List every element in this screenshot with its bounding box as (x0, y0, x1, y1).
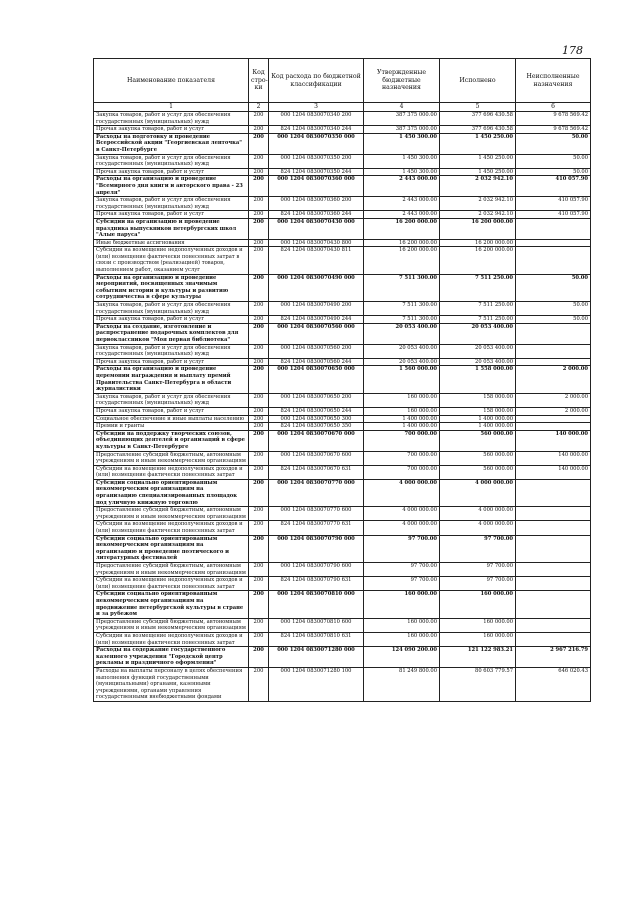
row-name-cell: Субсидии социально ориентированным некоммерческим организациям на организацию и проведение поэтического и литературных фестивалей (94, 535, 249, 562)
row-executed-cell: 160 000.00 (440, 618, 516, 632)
row-approved-cell: 700 000.00 (364, 465, 440, 479)
row-executed-cell: 158 000.00 (440, 407, 516, 415)
row-approved-cell: 20 053 400.00 (364, 344, 440, 358)
row-executed-cell: 97 700.00 (440, 563, 516, 577)
row-code-cell: 200 (249, 415, 269, 423)
row-code-cell: 200 (249, 126, 269, 134)
row-code-cell: 200 (249, 133, 269, 154)
row-code-cell: 200 (249, 316, 269, 324)
header-code: Код стро-ки (249, 59, 269, 103)
row-approved-cell: 7 511 300.00 (364, 302, 440, 316)
row-code-cell: 200 (249, 112, 269, 126)
header-approved: Утвержденные бюджетные назначения (364, 59, 440, 103)
row-name-cell: Расходы на создание, изготовление и распространение подарочных комплектов для первоклассников "Моя первая библиотека" (94, 323, 249, 344)
row-name-cell: Расходы на организацию и проведение "Всемирного дня книги и авторского права - 23 апреля" (94, 176, 249, 197)
row-code-cell: 200 (249, 451, 269, 465)
row-kbk-cell: 824 1204 0830070790 631 (269, 577, 364, 591)
table-row (94, 667, 591, 701)
table-row (94, 647, 591, 668)
row-code-cell: 200 (249, 393, 269, 407)
row-executed-cell: 16 200 000.00 (440, 239, 516, 247)
row-unexecuted-cell (516, 344, 591, 358)
table-row (94, 154, 591, 168)
row-unexecuted-cell: 2 967 216.79 (516, 647, 591, 668)
row-kbk-cell: 000 1204 0830070770 000 (269, 479, 364, 506)
row-code-cell: 200 (249, 197, 269, 211)
row-name-cell: Расходы на организацию и проведение мероприятий, посвященных значимым событиям истории и культуры и развитию сотрудничества в сфере культуры (94, 274, 249, 301)
row-kbk-cell: 824 1204 0830070810 631 (269, 632, 364, 646)
row-name-cell: Расходы на организацию и проведение церемонии награждения и выплату премий Правительства Санкт-Петербурга в области журналистики (94, 366, 249, 393)
row-approved-cell: 160 000.00 (364, 407, 440, 415)
row-unexecuted-cell (516, 521, 591, 535)
row-name-cell: Предоставление субсидий бюджетным, автономным учреждениям и иным некоммерческим организациям (94, 451, 249, 465)
table-row (94, 577, 591, 591)
row-unexecuted-cell: 410 057.90 (516, 211, 591, 219)
row-unexecuted-cell: 50.00 (516, 154, 591, 168)
row-kbk-cell: 000 1204 0830070560 200 (269, 344, 364, 358)
table-row (94, 451, 591, 465)
table-row (94, 211, 591, 219)
row-kbk-cell: 000 1204 0830070560 000 (269, 323, 364, 344)
table-row (94, 507, 591, 521)
row-code-cell: 200 (249, 407, 269, 415)
table-row (94, 176, 591, 197)
row-name-cell: Субсидии на возмещение недополученных доходов и (или) возмещение фактически понесенных затрат в связи с производством (реализацией) товаров, выполнением работ, оказанием услуг (94, 247, 249, 274)
row-unexecuted-cell: 9 678 569.42 (516, 112, 591, 126)
row-kbk-cell: 000 1204 0830070650 300 (269, 415, 364, 423)
row-executed-cell: 97 700.00 (440, 535, 516, 562)
row-code-cell: 200 (249, 465, 269, 479)
table-row (94, 479, 591, 506)
row-executed-cell: 7 511 250.00 (440, 302, 516, 316)
row-name-cell: Предоставление субсидий бюджетным, автономным учреждениям и иным некоммерческим организациям (94, 507, 249, 521)
row-unexecuted-cell (516, 239, 591, 247)
row-approved-cell: 97 700.00 (364, 577, 440, 591)
row-executed-cell: 16 200 000.00 (440, 247, 516, 274)
row-unexecuted-cell (516, 563, 591, 577)
table-row (94, 535, 591, 562)
row-kbk-cell: 824 1204 0830070770 631 (269, 521, 364, 535)
row-name-cell: Прочая закупка товаров, работ и услуг (94, 358, 249, 366)
row-approved-cell: 1 560 000.00 (364, 366, 440, 393)
row-approved-cell: 16 200 000.00 (364, 239, 440, 247)
row-kbk-cell: 000 1204 0830070650 200 (269, 393, 364, 407)
row-executed-cell: 560 000.00 (440, 430, 516, 451)
column-number-row (94, 103, 591, 112)
row-name-cell: Прочая закупка товаров, работ и услуг (94, 126, 249, 134)
table-row (94, 423, 591, 431)
row-approved-cell: 1 450 300.00 (364, 168, 440, 176)
row-code-cell: 200 (249, 323, 269, 344)
header-name: Наименование показателя (94, 59, 249, 103)
row-approved-cell: 1 450 300.00 (364, 133, 440, 154)
table-row (94, 247, 591, 274)
row-executed-cell: 20 053 400.00 (440, 344, 516, 358)
row-executed-cell: 2 032 942.10 (440, 197, 516, 211)
row-approved-cell: 160 000.00 (364, 591, 440, 618)
row-name-cell: Предоставление субсидий бюджетным, автономным учреждениям и иным некоммерческим организациям (94, 618, 249, 632)
row-code-cell: 200 (249, 577, 269, 591)
row-unexecuted-cell (516, 423, 591, 431)
row-name-cell: Субсидии социально ориентированным некоммерческим организациям на организацию специализированных площадок под уличную книжную торговлю (94, 479, 249, 506)
row-executed-cell: 16 200 000.00 (440, 218, 516, 239)
row-approved-cell: 700 000.00 (364, 430, 440, 451)
row-executed-cell: 560 000.00 (440, 465, 516, 479)
row-approved-cell: 387 375 000.00 (364, 126, 440, 134)
row-unexecuted-cell (516, 632, 591, 646)
row-executed-cell: 560 000.00 (440, 451, 516, 465)
row-code-cell: 200 (249, 521, 269, 535)
row-kbk-cell: 000 1204 0830071280 000 (269, 647, 364, 668)
row-code-cell: 200 (249, 247, 269, 274)
row-code-cell: 200 (249, 366, 269, 393)
row-approved-cell: 7 511 300.00 (364, 316, 440, 324)
table-row (94, 521, 591, 535)
row-unexecuted-cell: 50.00 (516, 168, 591, 176)
row-executed-cell: 4 000 000.00 (440, 479, 516, 506)
row-code-cell: 200 (249, 218, 269, 239)
row-approved-cell: 387 375 000.00 (364, 112, 440, 126)
row-unexecuted-cell (516, 323, 591, 344)
row-unexecuted-cell (516, 479, 591, 506)
row-kbk-cell: 824 1204 0830070430 811 (269, 247, 364, 274)
row-approved-cell: 160 000.00 (364, 393, 440, 407)
row-name-cell: Расходы на подготовку и проведение Всероссийской акции "Георгиевская ленточка" в Санкт-Петербурге (94, 133, 249, 154)
row-unexecuted-cell (516, 415, 591, 423)
table-row (94, 563, 591, 577)
row-unexecuted-cell (516, 535, 591, 562)
row-kbk-cell: 824 1204 0830070560 244 (269, 358, 364, 366)
column-number: 3 (269, 103, 364, 112)
row-code-cell: 200 (249, 430, 269, 451)
row-unexecuted-cell: 50.00 (516, 133, 591, 154)
row-executed-cell: 160 000.00 (440, 591, 516, 618)
row-kbk-cell: 824 1204 0830070350 244 (269, 168, 364, 176)
table-row (94, 393, 591, 407)
row-executed-cell: 7 511 250.00 (440, 274, 516, 301)
row-unexecuted-cell (516, 577, 591, 591)
row-unexecuted-cell: 410 057.90 (516, 197, 591, 211)
row-executed-cell: 97 700.00 (440, 577, 516, 591)
column-number: 1 (94, 103, 249, 112)
row-approved-cell: 4 000 000.00 (364, 521, 440, 535)
row-approved-cell: 97 700.00 (364, 535, 440, 562)
row-unexecuted-cell (516, 591, 591, 618)
row-unexecuted-cell (516, 218, 591, 239)
row-executed-cell: 4 000 000.00 (440, 521, 516, 535)
row-name-cell: Закупка товаров, работ и услуг для обеспечения государственных (муниципальных) нужд (94, 112, 249, 126)
table-row (94, 591, 591, 618)
row-name-cell: Субсидии на возмещение недополученных доходов и (или) возмещение фактически понесенных затрат (94, 465, 249, 479)
row-executed-cell: 80 603 779.57 (440, 667, 516, 701)
row-unexecuted-cell: 50.00 (516, 316, 591, 324)
table-body (94, 112, 591, 702)
row-approved-cell: 1 400 000.00 (364, 423, 440, 431)
row-name-cell: Закупка товаров, работ и услуг для обеспечения государственных (муниципальных) нужд (94, 197, 249, 211)
row-unexecuted-cell (516, 507, 591, 521)
row-code-cell: 200 (249, 647, 269, 668)
row-name-cell: Расходы на содержание государственного казенного учреждения "Городской центр рекламы и праздничного оформления" (94, 647, 249, 668)
row-approved-cell: 2 443 000.00 (364, 197, 440, 211)
table-row (94, 415, 591, 423)
table-row (94, 218, 591, 239)
table-row (94, 112, 591, 126)
row-kbk-cell: 824 1204 0830070490 244 (269, 316, 364, 324)
row-kbk-cell: 000 1204 0830070350 000 (269, 133, 364, 154)
row-executed-cell: 1 450 250.00 (440, 168, 516, 176)
row-code-cell: 200 (249, 667, 269, 701)
row-name-cell: Закупка товаров, работ и услуг для обеспечения государственных (муниципальных) нужд (94, 154, 249, 168)
row-unexecuted-cell (516, 247, 591, 274)
row-code-cell: 200 (249, 211, 269, 219)
row-kbk-cell: 000 1204 0830070350 200 (269, 154, 364, 168)
row-code-cell: 200 (249, 507, 269, 521)
row-approved-cell: 4 000 000.00 (364, 479, 440, 506)
row-unexecuted-cell: 410 057.90 (516, 176, 591, 197)
table-row (94, 344, 591, 358)
row-name-cell: Субсидии на возмещение недополученных доходов и (или) возмещение фактически понесенных затрат (94, 577, 249, 591)
row-approved-cell: 20 053 400.00 (364, 358, 440, 366)
table-header-row (94, 59, 591, 103)
row-unexecuted-cell: 140 000.00 (516, 451, 591, 465)
page-number: 178 (562, 44, 583, 57)
row-executed-cell: 377 696 430.58 (440, 126, 516, 134)
row-name-cell: Закупка товаров, работ и услуг для обеспечения государственных (муниципальных) нужд (94, 393, 249, 407)
header-executed: Исполнено (440, 59, 516, 103)
row-kbk-cell: 000 1204 0830070360 000 (269, 176, 364, 197)
row-name-cell: Субсидии на организацию и проведение праздника выпускников петербургских школ "Алые паруса" (94, 218, 249, 239)
row-executed-cell: 2 032 942.10 (440, 211, 516, 219)
table-row (94, 358, 591, 366)
table-row (94, 316, 591, 324)
row-approved-cell: 1 450 300.00 (364, 154, 440, 168)
row-name-cell: Прочая закупка товаров, работ и услуг (94, 211, 249, 219)
row-approved-cell: 16 200 000.00 (364, 218, 440, 239)
table-row (94, 302, 591, 316)
row-unexecuted-cell (516, 358, 591, 366)
table-row (94, 168, 591, 176)
row-unexecuted-cell: 2 000.00 (516, 366, 591, 393)
row-name-cell: Субсидии на возмещение недополученных доходов и (или) возмещение фактически понесенных затрат (94, 632, 249, 646)
table-row (94, 632, 591, 646)
table-row (94, 430, 591, 451)
row-unexecuted-cell: 140 000.00 (516, 465, 591, 479)
row-kbk-cell: 000 1204 0830070490 000 (269, 274, 364, 301)
row-kbk-cell: 824 1204 0830070670 631 (269, 465, 364, 479)
row-unexecuted-cell: 2 000.00 (516, 407, 591, 415)
table-row (94, 274, 591, 301)
row-executed-cell: 158 000.00 (440, 393, 516, 407)
row-name-cell: Расходы на выплаты персоналу в целях обеспечения выполнения функций государственными (муниципальными) органами, казенными учреждениями, органами управления государственными внебюджетными фондами (94, 667, 249, 701)
row-executed-cell: 1 400 000.00 (440, 415, 516, 423)
row-kbk-cell: 000 1204 0830070430 800 (269, 239, 364, 247)
row-code-cell: 200 (249, 563, 269, 577)
row-kbk-cell: 824 1204 0830070650 350 (269, 423, 364, 431)
row-approved-cell: 160 000.00 (364, 618, 440, 632)
row-executed-cell: 4 000 000.00 (440, 507, 516, 521)
row-executed-cell: 160 000.00 (440, 632, 516, 646)
table-row (94, 197, 591, 211)
table-row (94, 465, 591, 479)
table-row (94, 323, 591, 344)
row-kbk-cell: 000 1204 0830070770 600 (269, 507, 364, 521)
row-kbk-cell: 000 1204 0830070360 200 (269, 197, 364, 211)
row-approved-cell: 81 249 800.00 (364, 667, 440, 701)
table-row (94, 133, 591, 154)
row-code-cell: 200 (249, 168, 269, 176)
row-kbk-cell: 000 1204 0830070670 000 (269, 430, 364, 451)
row-unexecuted-cell: 140 000.00 (516, 430, 591, 451)
row-name-cell: Субсидии на поддержку творческих союзов, объединяющих деятелей и организаций в сфере культуры в Санкт-Петербурге (94, 430, 249, 451)
row-name-cell: Субсидии на возмещение недополученных доходов и (или) возмещение фактически понесенных затрат (94, 521, 249, 535)
budget-execution-table (93, 58, 591, 702)
row-unexecuted-cell: 9 678 569.42 (516, 126, 591, 134)
row-approved-cell: 97 700.00 (364, 563, 440, 577)
row-code-cell: 200 (249, 239, 269, 247)
row-name-cell: Премии и гранты (94, 423, 249, 431)
row-executed-cell: 7 511 250.00 (440, 316, 516, 324)
row-unexecuted-cell: 50.00 (516, 302, 591, 316)
row-executed-cell: 2 032 942.10 (440, 176, 516, 197)
header-kbk: Код расхода по бюджетной классификации (269, 59, 364, 103)
row-approved-cell: 2 443 000.00 (364, 211, 440, 219)
row-kbk-cell: 824 1204 0830070340 244 (269, 126, 364, 134)
row-name-cell: Закупка товаров, работ и услуг для обеспечения государственных (муниципальных) нужд (94, 344, 249, 358)
row-approved-cell: 700 000.00 (364, 451, 440, 465)
table-row (94, 618, 591, 632)
row-kbk-cell: 000 1204 0830070650 000 (269, 366, 364, 393)
row-kbk-cell: 000 1204 0830071280 100 (269, 667, 364, 701)
row-code-cell: 200 (249, 358, 269, 366)
row-executed-cell: 1 450 250.00 (440, 133, 516, 154)
column-number: 5 (440, 103, 516, 112)
table-row (94, 239, 591, 247)
row-approved-cell: 160 000.00 (364, 632, 440, 646)
table-row (94, 366, 591, 393)
row-executed-cell: 20 053 400.00 (440, 323, 516, 344)
row-kbk-cell: 000 1204 0830070810 000 (269, 591, 364, 618)
row-approved-cell: 4 000 000.00 (364, 507, 440, 521)
row-code-cell: 200 (249, 274, 269, 301)
row-code-cell: 200 (249, 154, 269, 168)
row-kbk-cell: 000 1204 0830070670 600 (269, 451, 364, 465)
row-name-cell: Предоставление субсидий бюджетным, автономным учреждениям и иным некоммерческим организациям (94, 563, 249, 577)
row-kbk-cell: 000 1204 0830070790 600 (269, 563, 364, 577)
table-row (94, 126, 591, 134)
row-approved-cell: 16 200 000.00 (364, 247, 440, 274)
row-name-cell: Социальное обеспечение и иные выплаты населению (94, 415, 249, 423)
row-executed-cell: 121 122 983.21 (440, 647, 516, 668)
header-unexecuted: Неисполненные назначения (516, 59, 591, 103)
column-number: 6 (516, 103, 591, 112)
row-unexecuted-cell (516, 618, 591, 632)
row-kbk-cell: 824 1204 0830070650 244 (269, 407, 364, 415)
column-number: 2 (249, 103, 269, 112)
row-code-cell: 200 (249, 618, 269, 632)
row-approved-cell: 2 443 000.00 (364, 176, 440, 197)
row-approved-cell: 1 400 000.00 (364, 415, 440, 423)
row-approved-cell: 124 090 200.00 (364, 647, 440, 668)
row-name-cell: Прочая закупка товаров, работ и услуг (94, 168, 249, 176)
row-executed-cell: 1 450 250.00 (440, 154, 516, 168)
row-executed-cell: 377 696 430.58 (440, 112, 516, 126)
row-code-cell: 200 (249, 535, 269, 562)
row-name-cell: Прочая закупка товаров, работ и услуг (94, 316, 249, 324)
row-code-cell: 200 (249, 302, 269, 316)
table-row (94, 407, 591, 415)
row-name-cell: Закупка товаров, работ и услуг для обеспечения государственных (муниципальных) нужд (94, 302, 249, 316)
row-code-cell: 200 (249, 176, 269, 197)
row-name-cell: Субсидии социально ориентированным некоммерческим организациям на продвижение петербургской культуры в стране и за рубежом (94, 591, 249, 618)
row-name-cell: Прочая закупка товаров, работ и услуг (94, 407, 249, 415)
row-approved-cell: 7 511 300.00 (364, 274, 440, 301)
row-kbk-cell: 000 1204 0830070810 600 (269, 618, 364, 632)
row-code-cell: 200 (249, 423, 269, 431)
row-executed-cell: 20 053 400.00 (440, 358, 516, 366)
row-kbk-cell: 000 1204 0830070490 200 (269, 302, 364, 316)
row-kbk-cell: 000 1204 0830070790 000 (269, 535, 364, 562)
row-unexecuted-cell: 646 020.43 (516, 667, 591, 701)
row-executed-cell: 1 400 000.00 (440, 423, 516, 431)
column-number: 4 (364, 103, 440, 112)
row-code-cell: 200 (249, 479, 269, 506)
row-kbk-cell: 000 1204 0830070430 000 (269, 218, 364, 239)
row-kbk-cell: 824 1204 0830070360 244 (269, 211, 364, 219)
row-kbk-cell: 000 1204 0830070340 200 (269, 112, 364, 126)
row-executed-cell: 1 558 000.00 (440, 366, 516, 393)
row-unexecuted-cell: 2 000.00 (516, 393, 591, 407)
row-code-cell: 200 (249, 344, 269, 358)
row-approved-cell: 20 053 400.00 (364, 323, 440, 344)
row-code-cell: 200 (249, 591, 269, 618)
row-name-cell: Иные бюджетные ассигнования (94, 239, 249, 247)
row-code-cell: 200 (249, 632, 269, 646)
row-unexecuted-cell: 50.00 (516, 274, 591, 301)
